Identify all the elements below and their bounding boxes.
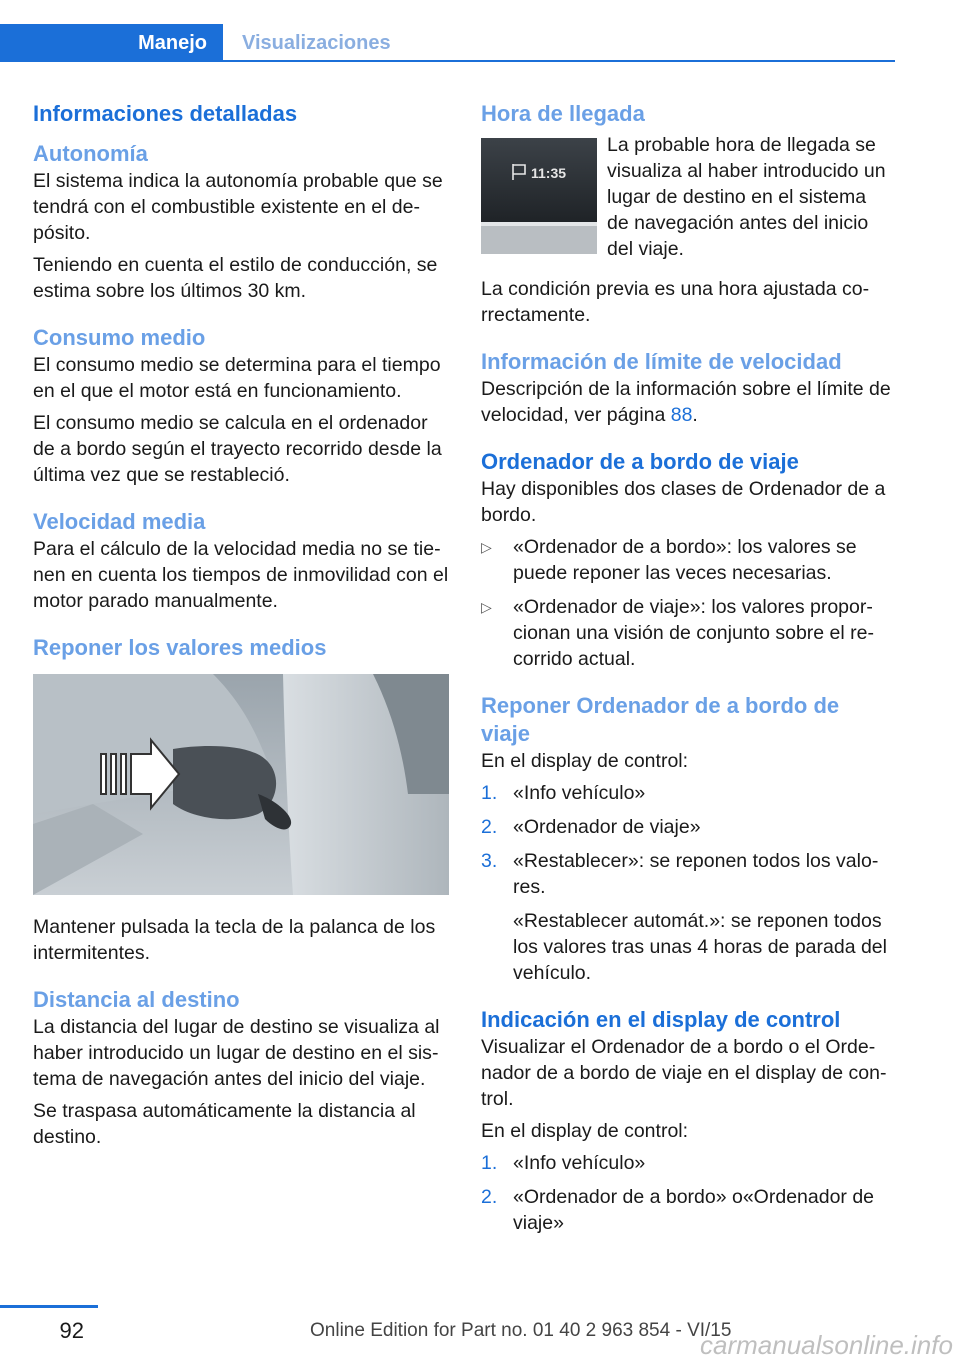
heading-velocidad: Velocidad media: [33, 509, 206, 534]
heading-limite-velocidad: Información de límite de velocidad: [481, 349, 842, 374]
page-reference-link[interactable]: 88: [670, 404, 693, 426]
numbered-list: [481, 780, 893, 900]
heading-reponer-ordenador: Reponer Ordenador de a bordo de viaje: [481, 693, 840, 746]
heading-indicacion-display: Indicación en el display de control: [481, 1007, 841, 1032]
paragraph: La distancia del lugar de destino se visualiza al haber introducido un lugar de destino en el sistema de navegación antes del inicio del viaje.: [33, 1016, 440, 1090]
list-item: ▷ «Ordenador de a bordo»: los valores se puede reponer las veces necesarias.: [481, 536, 857, 584]
numbered-list: [481, 1150, 893, 1236]
section-hora-llegada: [481, 100, 893, 328]
heading-ordenador-viaje: Ordenador de a bordo de viaje: [481, 449, 799, 474]
paragraph: Se traspasa automáticamente la distancia al destino.: [33, 1100, 416, 1148]
paragraph: El sistema indica la autonomía probable que se tendrá con el combustible existente en el depósito.: [33, 170, 443, 244]
heading-hora-llegada: Hora de llegada: [481, 101, 645, 126]
paragraph: El consumo medio se calcula en el ordenador de a bordo según el trayecto recorrido desde la última vez que se restableció.: [33, 412, 442, 486]
header-tabs: [0, 24, 895, 62]
list-item: 1. «Info vehículo»: [481, 1152, 646, 1174]
paragraph: Descripción de la información sobre el límite de velocidad, ver página 88.: [481, 378, 891, 426]
list-item: ▷ «Ordenador de viaje»: los valores proporcionan una visión de conjunto sobre el recorrido actual.: [481, 596, 874, 670]
paragraph: La probable hora de llegada se visualiza al haber introducido un lugar de destino en el sistema de navegación antes del inicio del viaje.: [607, 134, 886, 260]
paragraph: Hay disponibles dos clases de Ordenador de a bordo.: [481, 478, 886, 526]
page-number: 92: [59, 1318, 84, 1343]
heading-consumo: Consumo medio: [33, 325, 206, 350]
left-column: [33, 100, 449, 1156]
header-divider: [0, 60, 895, 62]
arrival-block: [481, 132, 893, 268]
list-item: 1. «Info vehículo»: [481, 782, 646, 804]
section-limite-velocidad: [481, 348, 893, 428]
triangle-bullet-icon: ▷: [481, 539, 492, 555]
triangle-bullet-icon: ▷: [481, 599, 492, 615]
footer-divider: [0, 1305, 98, 1308]
paragraph: En el display de control:: [481, 1120, 689, 1142]
heading-autonomia: Autonomía: [33, 141, 148, 166]
list-item: 2. «Ordenador de a bordo» o«Ordenador de viaje»: [481, 1186, 875, 1234]
tab-visualizaciones[interactable]: Visualizaciones: [242, 31, 391, 54]
section-reponer-medios: [33, 634, 449, 966]
paragraph: Teniendo en cuenta el estilo de conducción, se estima sobre los últimos 30 km.: [33, 254, 438, 302]
section-velocidad: [33, 508, 449, 614]
list-item: 2. «Ordenador de viaje»: [481, 816, 701, 838]
arrival-time-readout: 11:35: [531, 165, 567, 181]
paragraph: La condición previa es una hora ajustada correctamente.: [481, 278, 870, 326]
arrival-time-display-illustration: [481, 138, 597, 254]
section-ordenador-viaje: [481, 448, 893, 672]
section-indicacion-display: [481, 1006, 893, 1236]
paragraph: En el display de control:: [481, 750, 689, 772]
paragraph: Visualizar el Ordenador de a bordo o el Ordenador de a bordo de viaje en el display de control.: [481, 1036, 887, 1110]
edition-note: Online Edition for Part no. 01 40 2 963 854 - VI/15: [310, 1320, 732, 1341]
figure-caption: Mantener pulsada la tecla de la palanca de los intermitentes.: [33, 916, 436, 964]
paragraph: Para el cálculo de la velocidad media no se tienen en cuenta los tiempos de inmovilidad con el motor parado manualmente.: [33, 538, 449, 612]
section-reponer-ordenador: [481, 692, 893, 986]
bullet-list: [481, 534, 893, 672]
section-consumo: [33, 324, 449, 488]
watermark: carmanualsonline.info: [700, 1330, 953, 1360]
turn-signal-lever-illustration: [33, 674, 449, 895]
right-column: [481, 100, 893, 1244]
heading-reponer-medios: Reponer los valores medios: [33, 635, 327, 660]
section-distancia: [33, 986, 449, 1150]
list-item: 3. «Restablecer»: se reponen todos los valores.: [481, 850, 879, 898]
paragraph: El consumo medio se determina para el tiempo en el que el motor está en funcionamiento.: [33, 354, 441, 402]
tab-manejo[interactable]: Manejo: [0, 24, 223, 62]
heading-distancia: Distancia al destino: [33, 987, 240, 1012]
section-autonomia: [33, 140, 449, 304]
step-note: «Restablecer automát.»: se reponen todos los valores tras unas 4 horas de parada del vehículo.: [513, 910, 887, 984]
section-title: Informaciones detalladas: [33, 101, 298, 126]
